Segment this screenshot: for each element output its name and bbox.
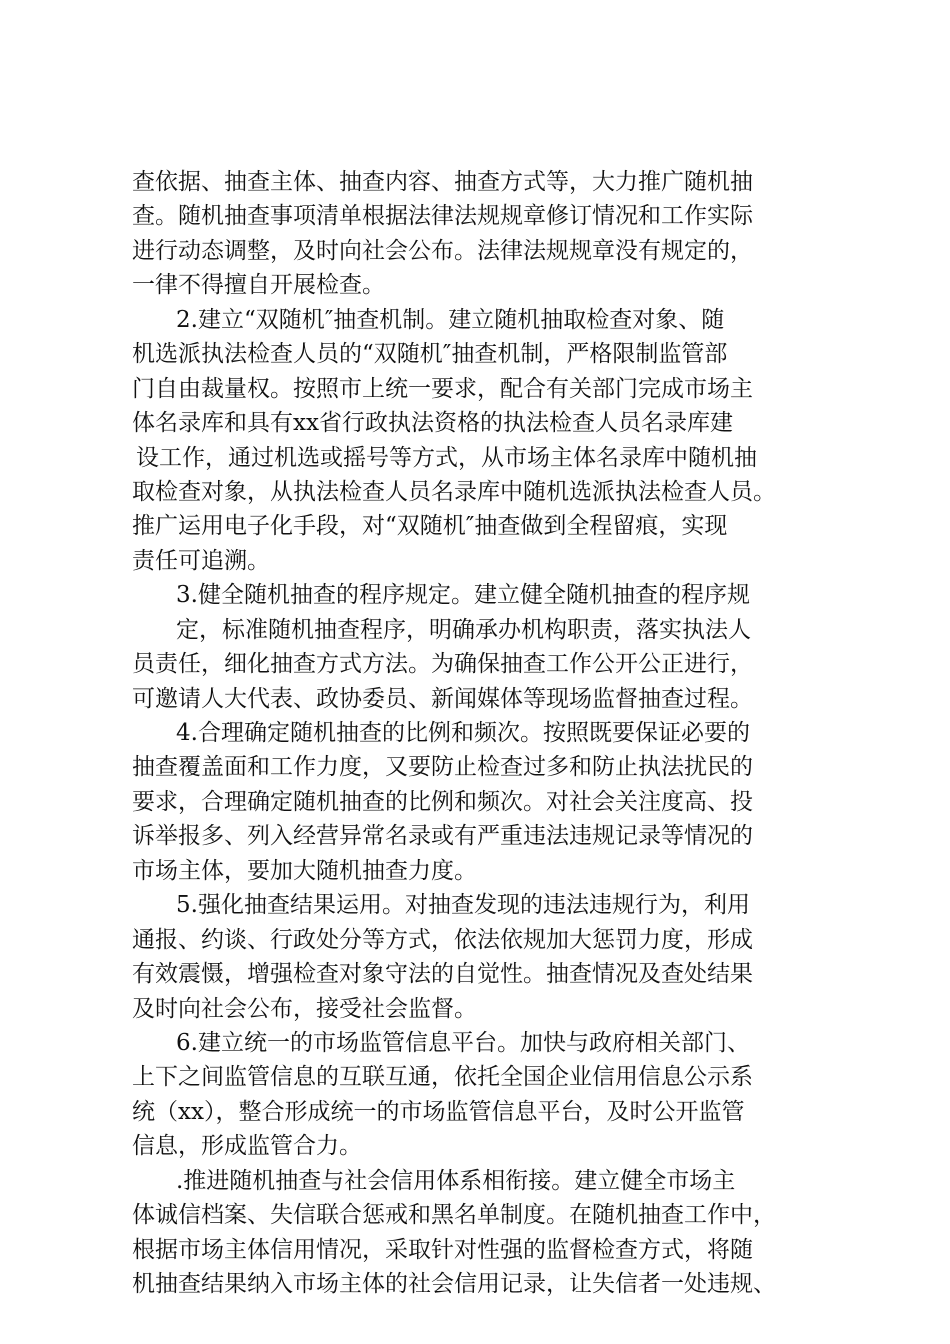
paragraph-6-first-line: 6.建立统一的市场监管信息平台。加快与政府相关部门、 bbox=[176, 1029, 750, 1056]
text-line: 推广运用电子化手段，对“双随机″抽查做到全程留痕，实现 bbox=[132, 513, 728, 540]
text-line: 诉举报多、列入经营异常名录或有严重违法违规记录等情况的 bbox=[132, 823, 753, 850]
text-line: 机抽查结果纳入市场主体的社会信用记录，让失信者一处违规、 bbox=[132, 1271, 776, 1297]
text-line: 一律不得擅自开展检查。 bbox=[132, 272, 385, 299]
text-line: 上下之间监管信息的互联互通，依托全国企业信用信息公示系 bbox=[132, 1064, 753, 1091]
body-text bbox=[132, 165, 832, 1301]
text-line: 体诚信档案、失信联合惩戒和黑名单制度。在随机抽查工作中， bbox=[132, 1202, 776, 1229]
text-line: 要求，合理确定随机抽查的比例和频次。对社会关注度高、投 bbox=[132, 788, 753, 815]
text-line: 进行动态调整，及时向社会公布。法律法规规章没有规定的， bbox=[132, 237, 753, 264]
text-line: 门自由裁量权。按照市上统一要求，配合有关部门完成市场主 bbox=[132, 375, 753, 402]
text-line: 及时向社会公布，接受社会监督。 bbox=[132, 995, 477, 1022]
text-line: 根据市场主体信用情况，采取针对性强的监督检查方式，将随 bbox=[132, 1236, 753, 1263]
text-line: 员责任，细化抽查方式方法。为确保抽查工作公开公正进行， bbox=[132, 651, 753, 678]
text-line: 市场主体，要加大随机抽查力度。 bbox=[132, 857, 477, 884]
text-line: 统（xx），整合形成统一的市场监管信息平台，及时公开监管 bbox=[132, 1098, 745, 1125]
text-line: 设工作，通过机选或摇号等方式，从市场主体名录库中随机抽 bbox=[136, 444, 757, 471]
text-line: 机选派执法检查人员的“双随机″抽查机制，严格限制监管部 bbox=[132, 341, 728, 368]
text-line: 体名录库和具有xx省行政执法资格的执法检查人员名录库建 bbox=[132, 410, 733, 437]
text-line: 通报、约谈、行政处分等方式，依法依规加大惩罚力度，形成 bbox=[132, 926, 753, 953]
text-line: 责任可追溯。 bbox=[132, 547, 270, 574]
text-line: 查。随机抽查事项清单根据法律法规规章修订情况和工作实际 bbox=[132, 203, 753, 230]
text-line: 有效震慑，增强检查对象守法的自觉性。抽查情况及查处结果 bbox=[132, 961, 753, 988]
text-line: 取检查对象，从执法检查人员名录库中随机选派执法检查人员。 bbox=[132, 478, 776, 505]
paragraph-4-first-line: 4.合理确定随机抽查的比例和频次。按照既要保证必要的 bbox=[176, 720, 750, 746]
paragraph-7-first-line: .推进随机抽查与社会信用体系相衔接。建立健全市场主 bbox=[176, 1167, 736, 1194]
text-line: 抽查覆盖面和工作力度，又要防止检查过多和防止执法扰民的 bbox=[132, 754, 753, 781]
paragraph-5-first-line: 5.强化抽查结果运用。对抽查发现的违法违规行为，利用 bbox=[176, 892, 750, 919]
text-line: 可邀请人大代表、政协委员、新闻媒体等现场监督抽查过程。 bbox=[132, 685, 753, 712]
text-line: 信息，形成监管合力。 bbox=[132, 1133, 362, 1160]
paragraph-2-first-line: 2.建立“双随机″抽查机制。建立随机抽取检查对象、随 bbox=[176, 306, 725, 333]
paragraph-3-first-line: 3.健全随机抽查的程序规定。建立健全随机抽查的程序规 bbox=[176, 582, 750, 609]
text-line: 定，标准随机抽查程序，明确承办机构职责，落实执法人 bbox=[176, 616, 751, 643]
text-line: 查依据、抽查主体、抽查内容、抽查方式等，大力推广随机抽 bbox=[132, 169, 753, 195]
